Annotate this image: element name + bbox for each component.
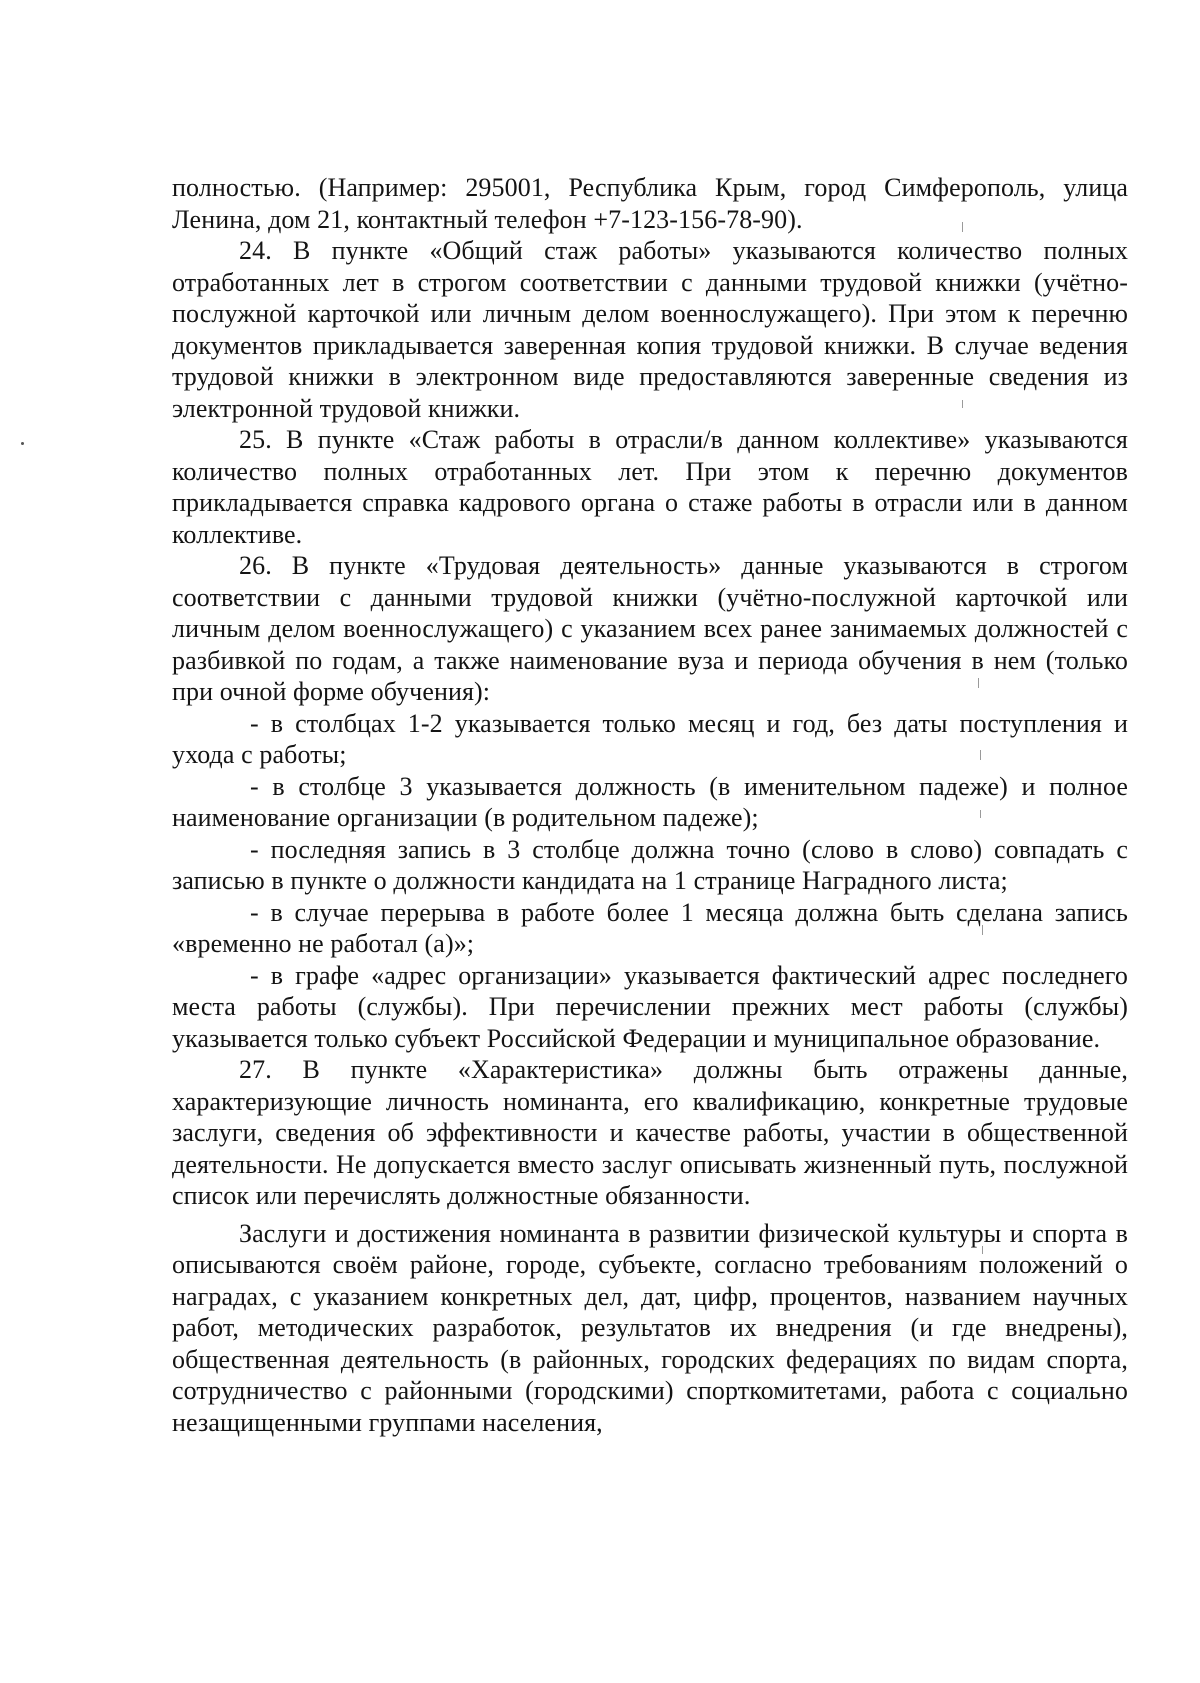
paragraph-item-26: 26. В пункте «Трудовая деятельность» данные указываются в строгом соответствии с данными трудовой книжки (учётно-послужной карточкой или личным делом военнослужащего) с указанием всех ранее занимаемых должностей с разбивкой по годам, а также наименование вуза и периода обучения в нем (только при очной форме обучения):: [172, 551, 1128, 706]
list-item-break-in-work: - в случае перерыва в работе более 1 месяца должна быть сделана запись «временно не работал (а)»;: [172, 897, 1128, 958]
list-item-columns-1-2: - в столбцах 1-2 указывается только месяц и год, без даты поступления и ухода с работы;: [172, 708, 1128, 769]
paragraph-item-25: 25. В пункте «Стаж работы в отрасли/в данном коллективе» указываются количество полных отработанных лет. При этом к перечню документов прикладывается справка кадрового органа о стаже работы в отрасли или в данном коллективе.: [172, 425, 1128, 549]
paragraph-address-continuation: полностью. (Например: 295001, Республика Крым, город Симферополь, улица Ленина, дом 21, контактный телефон +7-123-156-78-90).: [172, 173, 1128, 234]
list-item-last-entry: - последняя запись в 3 столбце должна точно (слово в слово) совпадать с записью в пункте о должности кандидата на 1 странице Наградного листа;: [172, 834, 1128, 895]
paragraph-item-24: 24. В пункте «Общий стаж работы» указываются количество полных отработанных лет в строгом соответствии с данными трудовой книжки (учётно-послужной карточкой или личным делом военнослужащего). При этом к перечню документов прикладывается заверенная копия трудовой книжки. В случае ведения трудовой книжки в электронном виде предоставляются заверенные сведения из электронной трудовой книжки.: [172, 236, 1128, 423]
paragraph-merits: Заслуги и достижения номинанта в развитии физической культуры и спорта в описываются своём районе, городе, субъекте, согласно требованиям положений о наградах, с указанием конкретных дел, дат, цифр, процентов, названием научных работ, методических разработок, результатов их внедрения (и где внедрены), общественная деятельность (в районных, городских федерациях по видам спорта, сотрудничество с районными (городскими) спорткомитетами, работа с социально незащищенными группами населения,: [172, 1218, 1128, 1437]
document-body: [172, 172, 1128, 1438]
paragraph-item-27: 27. В пункте «Характеристика» должны быть отражены данные, характеризующие личность номинанта, его квалификацию, конкретные трудовые заслуги, сведения об эффективности и качестве работы, участии в общественной деятельности. Не допускается вместо заслуг описывать жизненный путь, послужной список или перечислять должностные обязанности.: [172, 1055, 1128, 1210]
scan-speck: [21, 442, 24, 445]
list-item-column-3: - в столбце 3 указывается должность (в именительном падеже) и полное наименование организации (в родительном падеже);: [172, 771, 1128, 832]
list-item-organization-address: - в графе «адрес организации» указывается фактический адрес последнего места работы (службы). При перечислении прежних мест работы (службы) указывается только субъект Российской Федерации и муниципальное образование.: [172, 960, 1128, 1053]
